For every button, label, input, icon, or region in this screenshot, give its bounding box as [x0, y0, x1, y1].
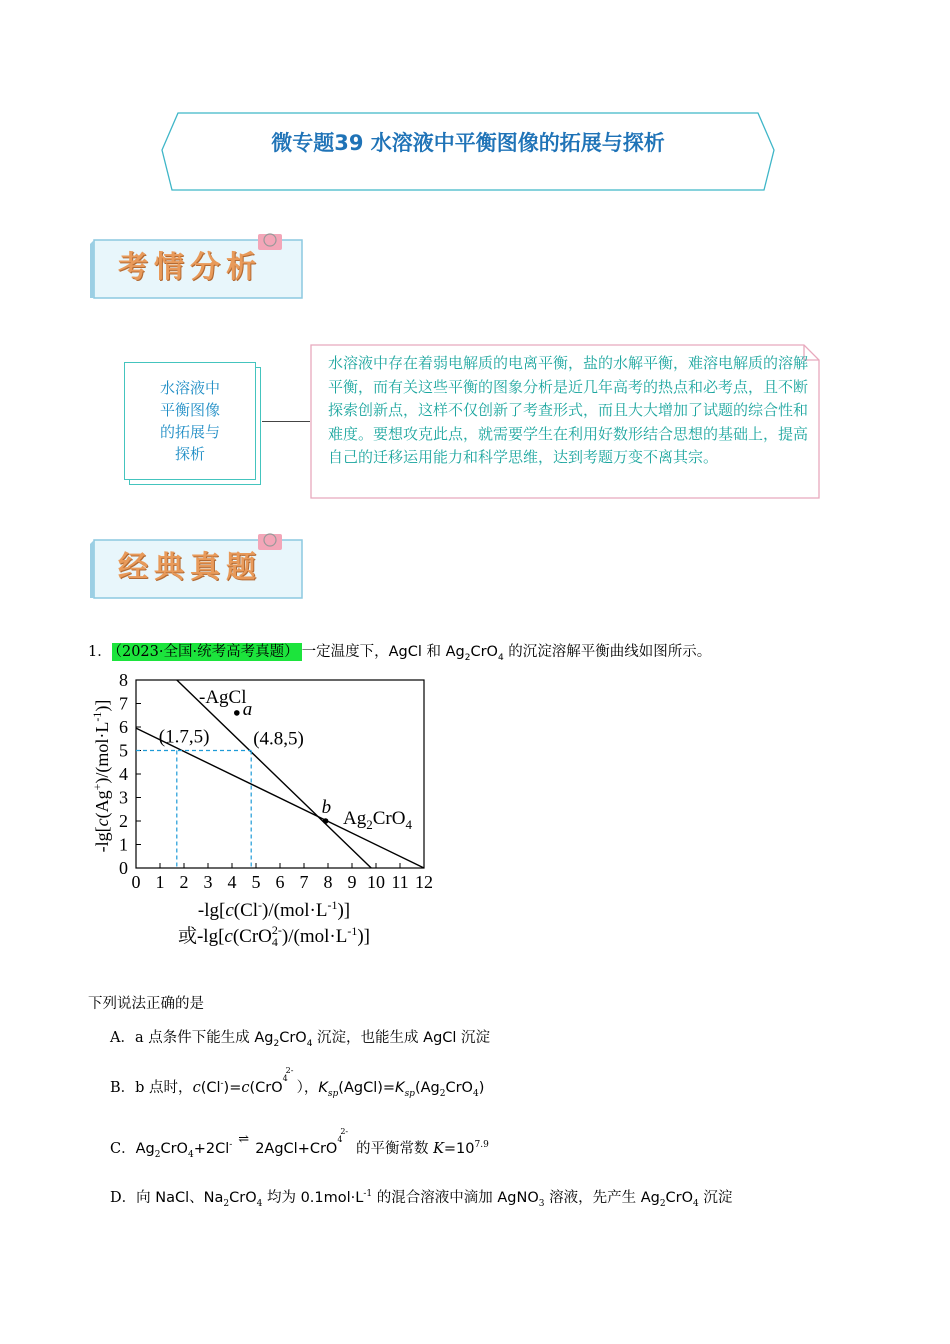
- option-b-sub4: 4: [282, 1074, 288, 1083]
- x-tick-label: 4: [227, 872, 237, 892]
- option-a[interactable]: [110, 1026, 490, 1049]
- option-b[interactable]: [110, 1066, 485, 1099]
- option-c-sub-4: 4: [187, 1149, 194, 1160]
- x-tick-label: 2: [179, 872, 189, 892]
- x-tick-label: 10: [367, 872, 385, 892]
- guide-lines: [136, 751, 251, 869]
- analysis-text: 水溶液中存在着弱电解质的电离平衡，盐的水解平衡，难溶电解质的溶解平衡，而有关这些平衡的图象分析是近几年高考的热点和必考点，且不断探索创新点，这样不仅创新了考查形式，而且大大增加了试题的综合性和难度。要想攻克此点，就需要学生在利用好数形结合思想的基础上，提高自己的迁移运用能力和科学思维，达到考题万变不离其宗。: [328, 354, 809, 466]
- x-axis-label-1: $-\lg[c(Cl^-)/(mol\cdot L^{-1})]$: [197, 898, 351, 921]
- option-a-ag2cro4: [254, 1030, 313, 1049]
- option-b-eq: )=: [223, 1080, 242, 1096]
- option-b-cro: (CrO: [249, 1080, 283, 1096]
- option-b-sp2: sp: [404, 1088, 415, 1099]
- x-tick-label: 1: [155, 872, 165, 892]
- annotation-4-8-5: (4.8,5): [253, 728, 304, 750]
- option-c-k: K: [433, 1141, 444, 1157]
- option-a-t4: 沉淀，也能生成: [312, 1030, 424, 1046]
- y-tick-label: 7: [119, 693, 128, 714]
- stem-end: 的沉淀溶解平衡曲线如图所示。: [503, 644, 712, 660]
- option-d-t13: 沉淀: [698, 1190, 733, 1206]
- option-d-sub-4: 4: [256, 1198, 263, 1209]
- x-tick-label: 0: [131, 872, 141, 892]
- option-a-sub-4: 4: [306, 1038, 313, 1049]
- option-c-ag: Ag: [135, 1141, 155, 1157]
- option-b-t7: ），: [296, 1080, 319, 1096]
- option-c[interactable]: [110, 1127, 489, 1160]
- series-label-agcl: -AgCl: [199, 687, 247, 708]
- stem-sub-4: 4: [497, 652, 504, 663]
- x-tick-label: 12: [415, 872, 433, 892]
- y-tick-label: 1: [119, 834, 128, 855]
- option-d-agno: AgNO: [497, 1190, 539, 1206]
- topic-label-inner: [124, 362, 256, 480]
- option-a-ag: Ag: [254, 1030, 274, 1046]
- analysis-box: [310, 344, 820, 499]
- y-tick-label: 2: [119, 811, 128, 831]
- y-tick-label: 4: [119, 764, 128, 784]
- x-tick-label: 7: [299, 872, 309, 892]
- option-c-cro: CrO: [160, 1141, 188, 1157]
- topic-label-box: [124, 362, 260, 484]
- option-d-t8: 的混合溶液中滴加: [372, 1190, 498, 1206]
- option-c-cl-charge: -: [229, 1140, 233, 1151]
- x-tick-label: 11: [391, 872, 409, 892]
- stem-ag: Ag: [445, 644, 465, 660]
- option-b-sub-2: 2: [439, 1088, 446, 1099]
- banner-exam: [88, 532, 310, 606]
- point-label-b: b: [321, 797, 332, 818]
- series-line-agcl: [177, 680, 371, 868]
- option-c-label: C．: [110, 1141, 136, 1157]
- option-d-na: Na: [203, 1190, 224, 1206]
- points: [234, 699, 331, 824]
- x-tick-label: 8: [323, 872, 333, 892]
- question-source-tag: （2023·全国·统考高考真题）: [112, 643, 302, 661]
- option-a-sub-2: 2: [273, 1038, 280, 1049]
- option-a-cro: CrO: [279, 1030, 307, 1046]
- series-label-ag2cro4: $Ag_2CrO_4$: [343, 808, 412, 832]
- option-b-sp1: sp: [327, 1088, 339, 1099]
- option-b-close: ): [478, 1080, 485, 1096]
- x-axis-label-2: 或$-\lg[c(CrO_42-)/(mol\cdot L^{-1})]$: [177, 923, 371, 949]
- option-d[interactable]: [110, 1186, 732, 1209]
- x-ticks: [132, 863, 434, 892]
- banner-exam-text: 经典真题: [118, 550, 262, 585]
- x-tick-label: 9: [347, 872, 357, 892]
- y-tick-label: 6: [119, 717, 128, 737]
- banner-analysis: [88, 232, 310, 306]
- option-c-value: =10: [443, 1141, 475, 1157]
- title-box: [160, 112, 776, 192]
- option-c-charge: 2-: [340, 1127, 349, 1136]
- connector-line: [262, 421, 310, 422]
- stem-cro: CrO: [470, 644, 498, 660]
- stem-agcl: AgCl: [388, 644, 422, 660]
- option-d-sub-2: 2: [223, 1198, 230, 1209]
- option-c-sub-2: 2: [154, 1149, 161, 1160]
- question-prompt: 下列说法正确的是: [88, 996, 204, 1012]
- option-c-t5: 的平衡常数: [351, 1141, 434, 1157]
- option-d-ag: Ag: [640, 1190, 660, 1206]
- option-d-label: D．: [110, 1190, 137, 1206]
- y-tick-label: 5: [119, 740, 128, 761]
- option-b-agcl: (AgCl)=: [338, 1080, 396, 1096]
- option-c-exponent: 7.9: [474, 1140, 489, 1151]
- point-b: [323, 818, 329, 824]
- option-d-sub-4b: 4: [693, 1198, 699, 1209]
- annotation-1-7-5: (1.7,5): [158, 726, 210, 748]
- point-label-a: a: [242, 698, 253, 720]
- option-b-k1: K: [318, 1080, 328, 1096]
- y-tick-label: 8: [119, 670, 128, 690]
- option-b-sub-4b: 4: [472, 1088, 479, 1099]
- option-d-conc: 0.1mol·L: [300, 1190, 364, 1206]
- question-number: 1．: [88, 644, 112, 660]
- option-c-products: 2AgCl+CrO: [255, 1141, 338, 1157]
- page-title: 微专题39 水溶液中平衡图像的拓展与探析: [271, 131, 665, 155]
- option-d-nacl: NaCl: [155, 1190, 190, 1206]
- option-b-t1: b 点时，: [135, 1080, 193, 1096]
- option-d-t6: 均为: [262, 1190, 301, 1206]
- stem-sub-2: 2: [464, 652, 471, 663]
- option-b-label: B．: [110, 1080, 136, 1096]
- option-b-ag: (Ag: [414, 1080, 440, 1096]
- option-d-t10: 溶液，先产生: [544, 1190, 641, 1206]
- option-c-sub4b: 4: [337, 1135, 343, 1144]
- option-b-cl: (Cl: [200, 1080, 221, 1096]
- option-b-cl-charge: -: [220, 1079, 224, 1090]
- option-b-cro2: CrO: [445, 1080, 473, 1096]
- option-d-cro: CrO: [229, 1190, 257, 1206]
- option-b-k2: K: [395, 1080, 405, 1096]
- curves: [136, 680, 424, 868]
- stem-ag2cro4: [445, 644, 504, 663]
- option-d-cro2: CrO: [665, 1190, 694, 1206]
- option-a-t1: a 点条件下能生成: [134, 1030, 255, 1046]
- option-b-stack: [282, 1066, 297, 1092]
- option-c-stack: [337, 1127, 351, 1153]
- stem-and: 和: [421, 644, 446, 660]
- point-a: [234, 710, 240, 716]
- option-d-conc-exp: -1: [363, 1189, 373, 1200]
- option-d-t3: 、: [189, 1190, 204, 1206]
- x-tick-label: 5: [251, 872, 261, 892]
- option-a-agcl: AgCl: [423, 1030, 457, 1046]
- y-tick-label: 0: [119, 858, 128, 878]
- option-d-sub-2b: 2: [659, 1198, 666, 1209]
- option-b-c2: c: [241, 1080, 250, 1096]
- x-tick-label: 6: [275, 872, 285, 892]
- option-b-charge: 2-: [285, 1066, 294, 1075]
- option-d-sub-3: 3: [538, 1198, 545, 1209]
- solubility-chart: [88, 668, 448, 958]
- banner-analysis-text: 考情分析: [118, 250, 262, 285]
- y-tick-label: 3: [119, 787, 128, 808]
- y-axis-label: $-\lg[c(Ag^+)/(mol\cdot L^{-1})]$: [90, 699, 112, 853]
- option-b-c1: c: [192, 1080, 201, 1096]
- option-c-2cl: +2Cl: [193, 1141, 230, 1157]
- topic-label: 水溶液中 平衡图像 的拓展与 探析: [159, 379, 220, 463]
- option-a-t6: 沉淀: [456, 1030, 491, 1046]
- option-a-label: A．: [110, 1030, 135, 1046]
- y-ticks: [119, 670, 141, 878]
- stem-text: 一定温度下，: [301, 644, 389, 660]
- equilibrium-arrow-icon: ⇌: [238, 1132, 250, 1147]
- question-stem: [88, 640, 711, 663]
- plot-frame: [136, 680, 424, 868]
- option-d-t1: 向: [136, 1190, 156, 1206]
- x-tick-label: 3: [203, 872, 213, 892]
